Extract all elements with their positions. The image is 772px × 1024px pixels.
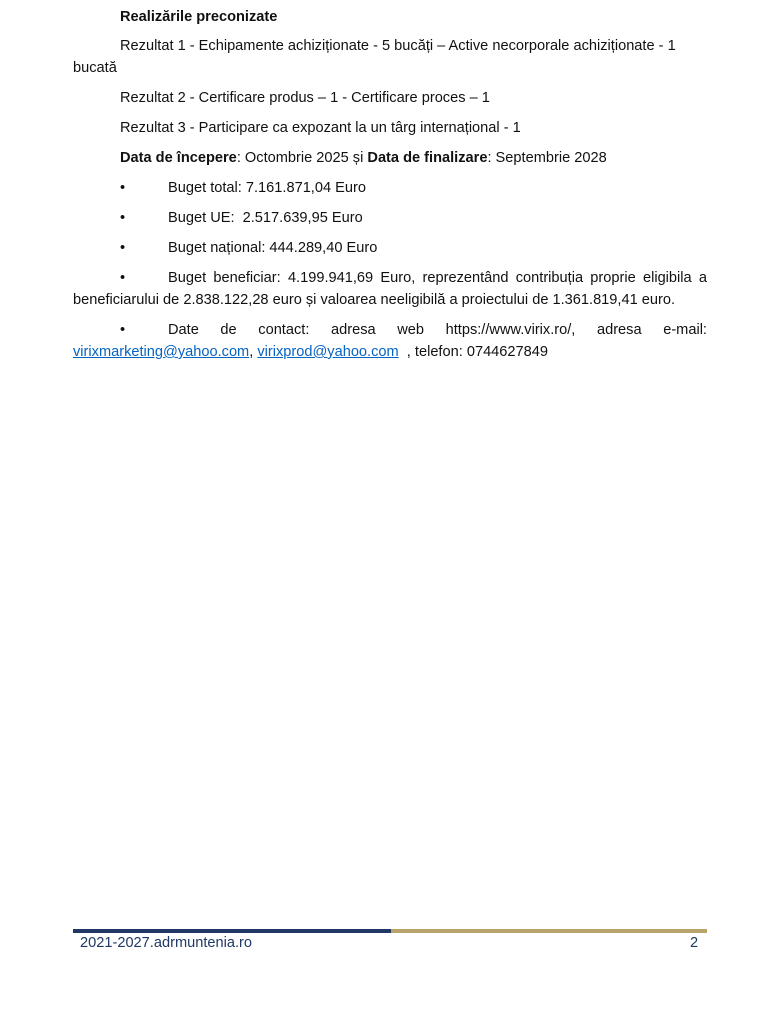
page-number: 2 [690, 935, 699, 951]
budget-national-text: Buget național: 444.289,40 Euro [168, 240, 378, 256]
section-heading: Realizările preconizate [120, 9, 278, 25]
project-dates [73, 147, 707, 169]
start-date-value: : Octombrie 2025 și [236, 150, 368, 166]
budget-total [73, 177, 707, 199]
budget-beneficiary-text: Buget beneficiar: 4.199.941,69 Euro, reprezentând contribuția proprie eligibila a beneficiarului de 2.838.122,28 euro și valoarea neeligibilă a proiectului de 1.361.819,41 euro. [73, 270, 707, 308]
budget-eu [73, 207, 707, 229]
start-date-label: Data de începere [120, 150, 237, 166]
contact-intro: Date de contact: adresa web https://www.virix.ro/, adresa e-mail: [168, 322, 707, 338]
footer-website: 2021-2027.adrmuntenia.ro [80, 935, 253, 951]
email-link-prod[interactable]: virixprod@yahoo.com [257, 344, 399, 360]
bullet-icon: • [120, 180, 126, 196]
document-body [73, 6, 707, 371]
email-link-marketing[interactable]: virixmarketing@yahoo.com [73, 344, 250, 360]
end-date-value: : Septembrie 2028 [487, 150, 607, 166]
contact-details [73, 319, 707, 363]
bullet-icon: • [120, 240, 126, 256]
bullet-icon: • [120, 322, 126, 338]
budget-eu-text: Buget UE: 2.517.639,95 Euro [168, 210, 363, 226]
end-date-label: Data de finalizare [367, 150, 488, 166]
budget-national [73, 237, 707, 259]
footer-divider-gold [391, 929, 707, 933]
bullet-icon: • [120, 270, 126, 286]
bullet-icon: • [120, 210, 126, 226]
budget-total-text: Buget total: 7.161.871,04 Euro [168, 180, 366, 196]
contact-phone: , telefon: 0744627849 [398, 344, 548, 360]
footer-divider-navy [73, 929, 391, 933]
contact-separator: , [249, 344, 258, 360]
budget-beneficiary [73, 267, 707, 311]
result-1: Rezultat 1 - Echipamente achiziționate - 5 bucăți – Active necorporale achiziționate - 1 bucată [73, 38, 676, 76]
result-2: Rezultat 2 - Certificare produs – 1 - Certificare proces – 1 [120, 90, 490, 106]
result-3: Rezultat 3 - Participare ca expozant la un târg internațional - 1 [120, 120, 521, 136]
